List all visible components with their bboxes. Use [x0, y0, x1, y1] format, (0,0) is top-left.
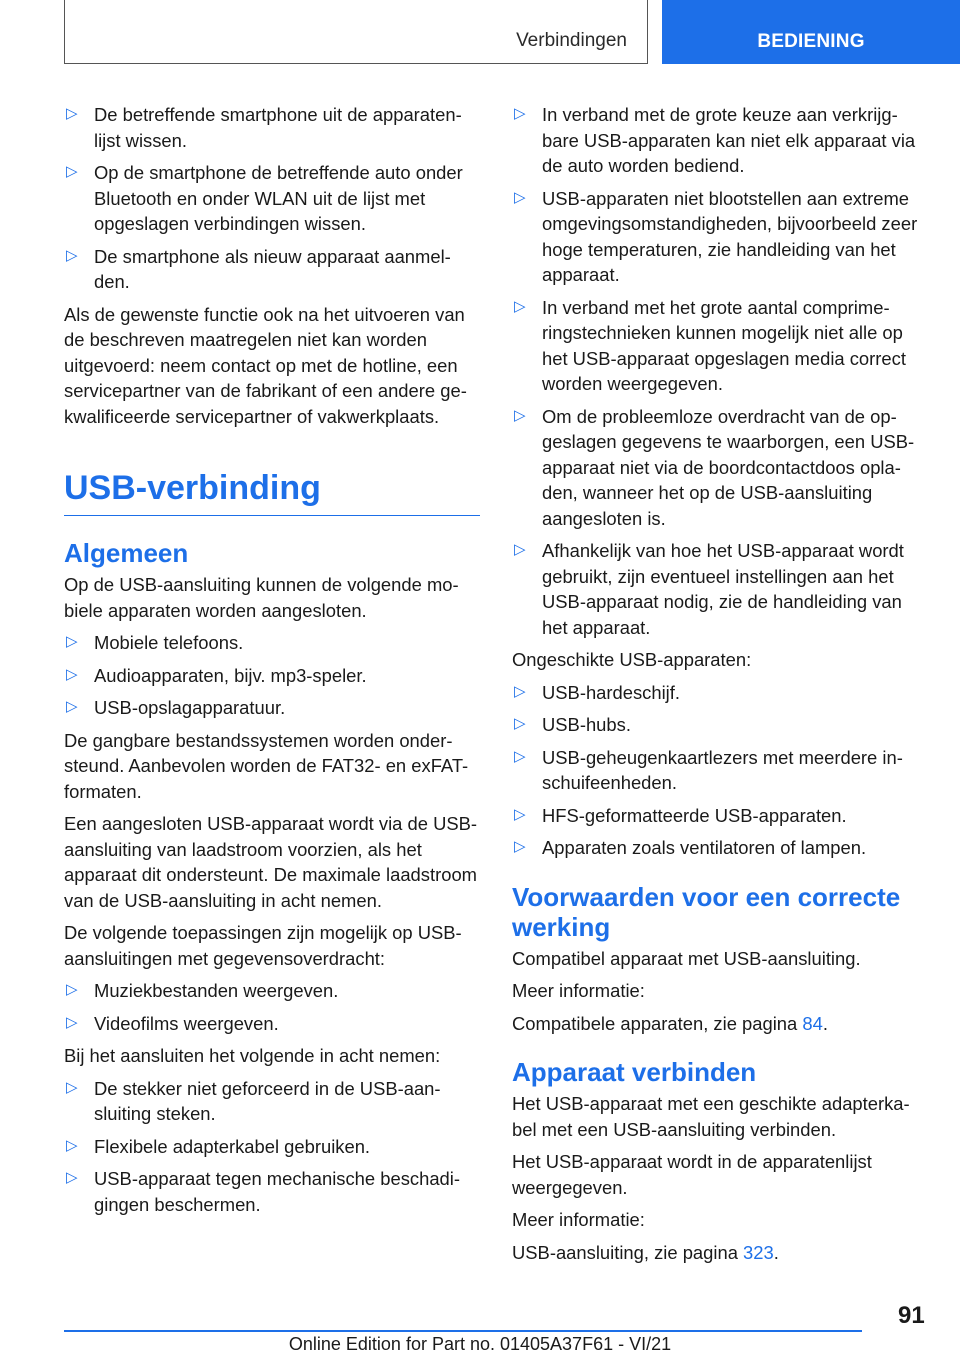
paragraph: Compatibel apparaat met USB-aansluiting.: [512, 947, 861, 969]
chapter-tab[interactable]: [662, 0, 960, 64]
triangle-bullet-icon: ▷: [514, 682, 526, 700]
list-item: ▷ In verband met de grote keuze aan verkrijgbare USB-apparaten kan niet elk apparaat via de auto worden bediend.: [512, 102, 926, 179]
paragraph: Op de USB-aansluiting kunnen de volgende mobiele apparaten worden aangesloten.: [64, 574, 459, 621]
cross-reference: USB-aansluiting, zie pagina 323.: [512, 1241, 779, 1263]
heading-voorwaarden: Voorwaarden voor een correcte werking: [512, 881, 901, 942]
page-link-323[interactable]: 323: [743, 1241, 774, 1263]
triangle-bullet-icon: ▷: [66, 665, 78, 683]
list-item: ▷ Audioapparaten, bijv. mp3-speler.: [64, 663, 480, 689]
list-item: ▷ USB-apparaten niet blootstellen aan extreme omgevingsomstandigheden, bijvoorbeeld zeer hoge temperaturen, zie handleiding van het apparaat.: [512, 186, 926, 288]
heading-algemeen: Algemeen: [64, 538, 189, 568]
list-item: ▷ USB-apparaat tegen mechanische beschadigingen beschermen.: [64, 1166, 480, 1217]
triangle-bullet-icon: ▷: [514, 838, 526, 855]
triangle-bullet-icon: ▷: [66, 246, 78, 264]
paragraph: Het USB-apparaat wordt in de apparatenlijst weergegeven.: [512, 1151, 872, 1198]
triangle-bullet-icon: ▷: [514, 297, 526, 315]
triangle-bullet-icon: ▷: [66, 1169, 78, 1186]
list-item: ▷ Mobiele telefoons.: [64, 630, 480, 656]
triangle-bullet-icon: ▷: [66, 105, 78, 122]
chapter-tab-label: BEDIENING: [757, 31, 865, 52]
list-item: ▷ USB-hardeschijf.: [512, 680, 926, 706]
heading-usb-verbinding: USB-verbinding: [64, 468, 480, 516]
triangle-bullet-icon: ▷: [514, 715, 526, 732]
triangle-bullet-icon: ▷: [66, 1136, 78, 1154]
triangle-bullet-icon: ▷: [66, 981, 78, 998]
list-item: ▷ Flexibele adapterkabel gebruiken.: [64, 1134, 480, 1160]
triangle-bullet-icon: ▷: [66, 1013, 78, 1031]
paragraph: Bij het aansluiten het volgende in acht nemen:: [64, 1045, 441, 1066]
cross-reference: Compatibele apparaten, zie pagina 84.: [512, 1012, 828, 1034]
triangle-bullet-icon: ▷: [66, 698, 78, 715]
paragraph: Ongeschikte USB-apparaten:: [512, 649, 752, 670]
left-column: [64, 102, 480, 1224]
paragraph: Meer informatie:: [512, 980, 645, 1001]
list-item: ▷ USB-opslagapparatuur.: [64, 695, 480, 721]
footer-divider: [64, 1330, 862, 1332]
list-item: ▷ De stekker niet geforceerd in de USB-aansluiting steken.: [64, 1076, 480, 1127]
triangle-bullet-icon: ▷: [66, 1078, 78, 1096]
footer-edition: Online Edition for Part no. 01405A37F61 - VI/21: [288, 1334, 672, 1354]
section-title: Verbindingen: [516, 30, 627, 51]
list-item: ▷ Apparaten zoals ventilatoren of lampen.: [512, 835, 926, 861]
paragraph: Meer informatie:: [512, 1209, 645, 1230]
list-item: ▷ Afhankelijk van hoe het USB-apparaat wordt gebruikt, zijn eventueel instellingen aan het USB-apparaat nodig, zie de handleiding van het apparaat.: [512, 538, 926, 640]
paragraph: Een aangesloten USB-apparaat wordt via de USB-aansluiting van laadstroom voorzien, als het apparaat dit ondersteunt. De maximale laadstroom van de USB-aansluiting in acht nemen.: [64, 813, 478, 911]
heading-apparaat-verbinden: Apparaat verbinden: [512, 1057, 757, 1087]
paragraph: De volgende toepassingen zijn mogelijk op USB-aansluitingen met gegevensoverdracht:: [64, 922, 462, 969]
list-item: ▷ USB-geheugenkaartlezers met meerdere inschuifeenheden.: [512, 745, 926, 796]
list-item: ▷ Op de smartphone de betreffende auto onder Bluetooth en onder WLAN uit de lijst met opgeslagen verbindingen wissen.: [64, 160, 480, 237]
triangle-bullet-icon: ▷: [66, 633, 78, 650]
triangle-bullet-icon: ▷: [514, 105, 526, 122]
list-item: ▷ In verband met het grote aantal comprimeringstechnieken kunnen mogelijk niet alle op het USB-apparaat opgeslagen media correct worden weergegeven.: [512, 295, 926, 397]
right-column: [512, 102, 926, 1272]
triangle-bullet-icon: ▷: [514, 406, 526, 424]
paragraph: De gangbare bestandssystemen worden ondersteund. Aanbevolen worden de FAT32- en exFAT-formaten.: [64, 729, 469, 802]
header-section-box: [64, 0, 648, 64]
page-link-84[interactable]: 84: [802, 1012, 823, 1034]
triangle-bullet-icon: ▷: [514, 541, 526, 558]
paragraph: Het USB-apparaat met een geschikte adapterkabel met een USB-aansluiting verbinden.: [512, 1093, 910, 1140]
triangle-bullet-icon: ▷: [514, 188, 526, 206]
list-item: ▷ De smartphone als nieuw apparaat aanmelden.: [64, 244, 480, 295]
triangle-bullet-icon: ▷: [66, 163, 78, 180]
list-item: ▷ HFS-geformatteerde USB-apparaten.: [512, 803, 926, 829]
list-item: ▷ USB-hubs.: [512, 712, 926, 738]
triangle-bullet-icon: ▷: [514, 805, 526, 823]
list-item: ▷ Videofilms weergeven.: [64, 1011, 480, 1037]
list-item: ▷ Muziekbestanden weergeven.: [64, 978, 480, 1004]
list-item: ▷ Om de probleemloze overdracht van de opgeslagen gegevens te waarborgen, een USB-apparaat niet via de boordcontactdoos opladen, wanneer het op de USB-aansluiting aangesloten is.: [512, 404, 926, 532]
triangle-bullet-icon: ▷: [514, 747, 526, 765]
page-number: 91: [898, 1302, 925, 1329]
intro-paragraph: Als de gewenste functie ook na het uitvoeren van de beschreven maatregelen niet kan worden uitgevoerd: neem contact op met de hotline, een servicepartner van de fabrikant of een andere gekwalificeerde servicepartner of vakwerkplaats.: [64, 303, 467, 427]
list-item: ▷ De betreffende smartphone uit de apparatenlijst wissen.: [64, 102, 480, 153]
